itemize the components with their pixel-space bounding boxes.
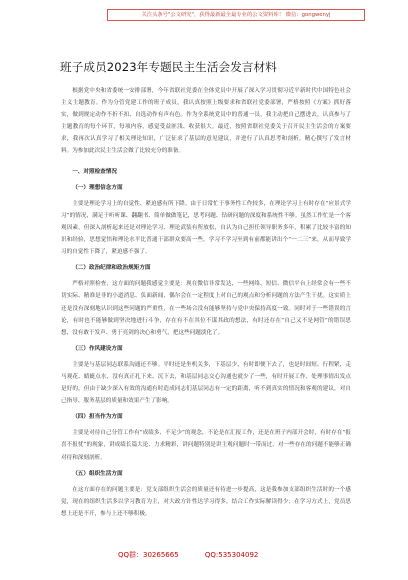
paragraph-4: 主要是对待自己分管工作有“成绩多、不足少”的观念，不论是在汇报工作，还是在班子内部开会时，有时存在“报喜不报忧”的现象，讲成绩长篇大论、力求精彩，讲问题特别是讲主观问题时一带而过，对一些存在的问题不能够正确对待和深刻剖析。 — [61, 430, 351, 461]
paragraph-2: 严格对照检查，这方面的问题我感觉主要是：现在微信非常发达，一些网络、短信、微信平台上经常会有一些不切实际、精准是非的小道消息、负面新闻，偶尔会在一定程度上对自己的观点和分析问题的方法产生干扰。这实质上还是没有深刻地认识到这些问题的严重性，在一些场合没有能够坚持与党中央保持高度一致。同时对于一些错误的言论，有时也不能够做到坚决地进行斗争，存在有不在其位不谋其政的想法，有时还存在“自己又不是网管”的错误思想，没有敢于发声、勇于亮剑的决心和勇气，把这些问题淡化了。 — [61, 281, 351, 336]
intro-paragraph: 根据党中央和省委统一安排部署，今年省联社党委在全体党员中开展了深入学习贯彻习近平新时代中国特色社会主义主题教育。作为分管党建工作的班子成员，我认真按照上级要求和省联社党委部署，严格按照《方案》抓好落实，做到规定动作不折不扣、自选动作有声有色。作为全系统党员中的普通一员，我主动把自己摆进去，认真参与了主题教育的每个环节，每项内容，感觉受益匪浅、收获很大。最近，按照省联社党委关于召开民主生活会的方案要求，我再次认真学习了相关理论知识，广泛征求了基层的意见建议，并进行了认真思考和剖析，精心撰写了发言材料。为参加此次民主生活会做了比较充分的准备。 — [61, 88, 351, 155]
qq-group: QQ群：30265665 — [118, 551, 179, 559]
subsection-heading-4: （四）担当作为方面 — [72, 414, 123, 421]
paragraph-1: 主要是理论学习上的自觉性、紧迫感有所下降。由于日常忙于事务性工作较多，在理论学习上有时存在“应景式学习”的情况，满足于听听课、翻翻书、简单做做笔记，思考问题、钻研问题的深度和系统性不够。虽然工作忙是一个客观因素，但深入剖析起来还是对理论学习、理论武装有所放松，自认为自己担任领导职务多年，积累了比较丰富的知识和经验，思想觉悟和理论水平比普通干部群众要高一些，学习不学习至到有前都能讲出个“一二三”来，从而导致学习的自觉性下降了，紧迫感不强了。 — [61, 200, 351, 256]
document-body — [61, 85, 351, 520]
subsection-heading-1: （一）理想信念方面 — [72, 184, 123, 191]
page-title: 班子成员2023年专题民主生活会发言材料 — [60, 60, 278, 74]
footer-contact — [118, 549, 378, 561]
promo-banner: 关注头条号"公文研究"，获得最新最全最专业的公文资料库！ 微信：gongwenyj — [107, 9, 365, 21]
section-heading: 一、对照检查情况 — [72, 168, 117, 175]
paragraph-5: 在这方面存在的问题主要是：党支部组织生活会的质量还有待进一步提高，这是我参加支部组织生活时的一个感觉，现在的组织生活多以学习教育为主，对大政方针性达学习得多，结合工作实际解读得少；在学习方式上，党员思想上还是不开，参与上还不够积极。 — [61, 486, 351, 517]
paragraph-3: 主要是与基层同志联系沟通还不够。平时还是坐机关多，下基层少，有时即便下去了，也是时间短、行程紧，走马观花、蜻蜓点水，没有真正扎下来、沉下去，和基层同志交心沟通也就少了一些，有时开展工作、处理事情出发点是好的，但由于缺少深入有效的沟通有时造成同志们基层同志有一定的距离，听不到真实的情况和客观的建议，对自己指导、服务基层的质量和效果产生了影响。 — [61, 361, 351, 405]
subsection-heading-2: （二）政治纪律和政治规矩方面 — [72, 265, 151, 272]
subsection-heading-5: （五）组织生活方面 — [72, 470, 123, 477]
qq-number: QQ:535304092 — [204, 551, 259, 559]
subsection-heading-3: （三）作风建设方面 — [72, 345, 123, 352]
